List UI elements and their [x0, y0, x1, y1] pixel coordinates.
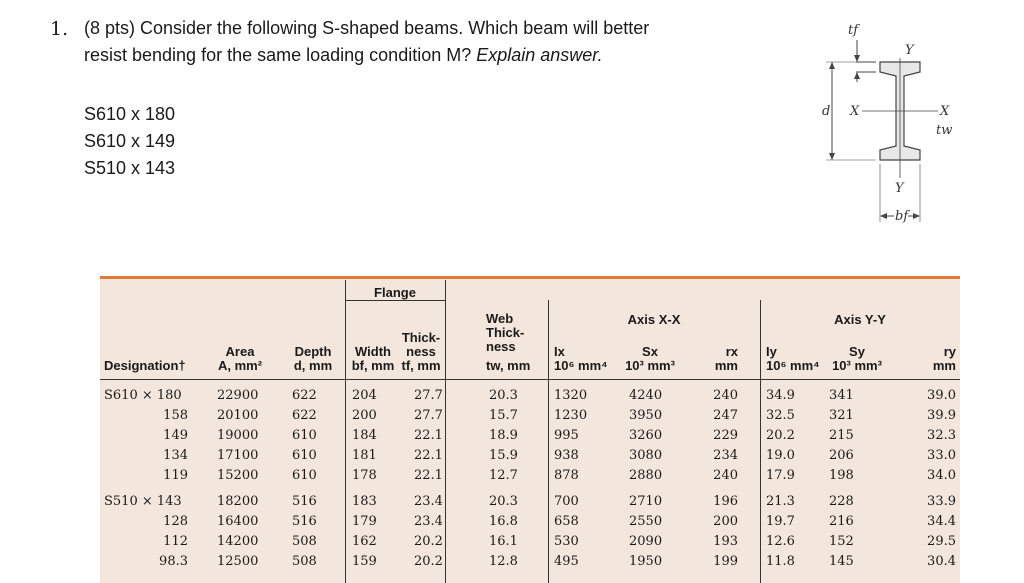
table-cell: 32.3 — [927, 428, 956, 443]
label-x-left: X — [850, 104, 860, 119]
col-thick-unit: tf, mm — [401, 358, 441, 373]
table-cell: 1950 — [629, 554, 663, 569]
col-width-unit: bf, mm — [351, 358, 395, 373]
table-cell: 199 — [713, 554, 738, 569]
col-rx: rx — [725, 344, 738, 359]
table-cell: 159 — [352, 554, 377, 569]
table-cell: 128 — [163, 514, 188, 529]
question-line-2-italic: Explain answer. — [476, 45, 603, 65]
table-cell: 228 — [829, 494, 854, 509]
table-cell: 32.5 — [766, 408, 795, 423]
question-number: 1. — [50, 18, 69, 40]
col-sx: Sx — [642, 344, 658, 359]
table-cell: 34.9 — [766, 388, 795, 403]
table-cell: 4240 — [629, 388, 663, 403]
table-cell: 22900 — [217, 388, 259, 403]
table-cell: 179 — [352, 514, 377, 529]
table-cell: 508 — [292, 534, 317, 549]
table-cell: 1230 — [554, 408, 588, 423]
col-depth: Depth — [294, 344, 332, 359]
table-cell: 622 — [292, 408, 317, 423]
table-cell: 16.1 — [489, 534, 518, 549]
label-y-top: Y — [905, 43, 914, 58]
col-sx-unit: 10³ mm³ — [625, 358, 675, 373]
table-cell: 530 — [554, 534, 579, 549]
table-cell: 16400 — [217, 514, 259, 529]
table-cell: 158 — [163, 408, 188, 423]
s-shape-properties-table — [100, 276, 960, 583]
table-cell: 30.4 — [927, 554, 956, 569]
s-beam-diagram — [810, 10, 960, 230]
label-d: d — [822, 104, 831, 119]
table-cell: 20.3 — [489, 388, 518, 403]
table-cell: 34.4 — [927, 514, 956, 529]
table-cell: 181 — [352, 448, 377, 463]
table-cell: 23.4 — [414, 514, 443, 529]
table-cell: 145 — [829, 554, 854, 569]
col-web-1: Web — [486, 311, 514, 326]
table-cell: 200 — [713, 514, 738, 529]
table-cell: 178 — [352, 468, 377, 483]
table-cell: 20.2 — [766, 428, 795, 443]
table-cell: 39.0 — [927, 388, 956, 403]
col-sy-unit: 10³ mm³ — [832, 358, 882, 373]
beam-option-1: S610 x 180 — [84, 104, 176, 124]
table-cell: 229 — [713, 428, 738, 443]
table-top-rule — [100, 276, 960, 279]
col-thick-2: ness — [406, 344, 436, 359]
label-x-right: X — [940, 104, 950, 119]
table-cell: 12.8 — [489, 554, 518, 569]
table-cell: 321 — [829, 408, 854, 423]
table-cell: 29.5 — [927, 534, 956, 549]
table-cell: 938 — [554, 448, 579, 463]
table-cell: 20.2 — [414, 534, 443, 549]
table-cell: 20100 — [217, 408, 259, 423]
table-cell: 2550 — [629, 514, 663, 529]
table-cell: 878 — [554, 468, 579, 483]
table-cell: 33.9 — [927, 494, 956, 509]
col-ry-unit: mm — [932, 358, 956, 373]
beam-option-2: S610 x 149 — [84, 131, 176, 151]
label-y-bottom: Y — [895, 181, 904, 196]
table-cell: 119 — [163, 468, 188, 483]
table-cell: 341 — [829, 388, 854, 403]
table-cell: S510 × 143 — [104, 494, 182, 509]
table-cell: 508 — [292, 554, 317, 569]
col-ix-unit: 10⁶ mm⁴ — [554, 358, 608, 373]
label-bf: bf — [895, 209, 909, 224]
table-cell: 3080 — [629, 448, 663, 463]
label-tf: tf — [848, 23, 859, 38]
table-cell: 15.7 — [489, 408, 518, 423]
table-cell: 658 — [554, 514, 579, 529]
table-cell: 112 — [163, 534, 188, 549]
table-cell: S610 × 180 — [104, 388, 182, 403]
col-area-unit: A, mm² — [217, 358, 263, 373]
table-cell: 15200 — [217, 468, 259, 483]
table-cell: 206 — [829, 448, 854, 463]
col-area: Area — [225, 344, 255, 359]
table-cell: 14200 — [217, 534, 259, 549]
table-cell: 2710 — [629, 494, 663, 509]
table-cell: 27.7 — [414, 408, 443, 423]
table-cell: 995 — [554, 428, 579, 443]
table-cell: 234 — [713, 448, 738, 463]
group-axis-yy: Axis Y-Y — [834, 312, 886, 327]
table-cell: 610 — [292, 468, 317, 483]
question-line-2-text: resist bending for the same loading condition M? — [84, 45, 477, 65]
table-cell: 516 — [292, 494, 317, 509]
table-cell: 3950 — [629, 408, 663, 423]
col-depth-unit: d, mm — [293, 358, 333, 373]
table-cell: 17100 — [217, 448, 259, 463]
col-web-unit: tw, mm — [486, 358, 531, 373]
table-cell: 495 — [554, 554, 579, 569]
question-line-1: (8 pts) Consider the following S-shaped beams. Which beam will better — [84, 18, 650, 38]
table-cell: 20.2 — [414, 554, 443, 569]
table-cell: 184 — [352, 428, 377, 443]
table-cell: 22.1 — [414, 468, 443, 483]
col-sy: Sy — [849, 344, 865, 359]
table-cell: 134 — [163, 448, 188, 463]
table-cell: 22.1 — [414, 448, 443, 463]
table-cell: 610 — [292, 448, 317, 463]
table-cell: 196 — [713, 494, 738, 509]
col-rx-unit: mm — [714, 358, 738, 373]
table-cell: 16.8 — [489, 514, 518, 529]
table-cell: 12500 — [217, 554, 259, 569]
table-cell: 516 — [292, 514, 317, 529]
table-cell: 34.0 — [927, 468, 956, 483]
table-cell: 198 — [829, 468, 854, 483]
table-cell: 19.7 — [766, 514, 795, 529]
table-cell: 11.8 — [766, 554, 795, 569]
table-cell: 240 — [713, 468, 738, 483]
table-cell: 18.9 — [489, 428, 518, 443]
table-cell: 20.3 — [489, 494, 518, 509]
table-cell: 200 — [352, 408, 377, 423]
table-cell: 215 — [829, 428, 854, 443]
col-ry: ry — [943, 344, 956, 359]
table-cell: 1320 — [554, 388, 588, 403]
col-iy-unit: 10⁶ mm⁴ — [766, 358, 820, 373]
table-cell: 204 — [352, 388, 377, 403]
col-iy: Iy — [766, 344, 777, 359]
beam-option-3: S510 x 143 — [84, 158, 176, 178]
col-thick-1: Thick- — [401, 330, 441, 345]
table-cell: 98.3 — [159, 554, 188, 569]
table-cell: 33.0 — [927, 448, 956, 463]
table-cell: 17.9 — [766, 468, 795, 483]
table-cell: 3260 — [629, 428, 663, 443]
table-cell: 19.0 — [766, 448, 795, 463]
table-cell: 22.1 — [414, 428, 443, 443]
table-cell: 21.3 — [766, 494, 795, 509]
table-cell: 12.7 — [489, 468, 518, 483]
table-cell: 193 — [713, 534, 738, 549]
col-web-3: ness — [486, 339, 516, 354]
table-cell: 162 — [352, 534, 377, 549]
col-width: Width — [355, 344, 391, 359]
table-cell: 610 — [292, 428, 317, 443]
table-cell: 183 — [352, 494, 377, 509]
table-cell: 12.6 — [766, 534, 795, 549]
table-cell: 19000 — [217, 428, 259, 443]
table-cell: 18200 — [217, 494, 259, 509]
table-cell: 2090 — [629, 534, 663, 549]
table-cell: 700 — [554, 494, 579, 509]
s-beam-cross-section-figure — [810, 10, 960, 230]
table-cell: 39.9 — [927, 408, 956, 423]
group-axis-xx: Axis X-X — [627, 312, 681, 327]
table-cell: 622 — [292, 388, 317, 403]
table-cell: 149 — [163, 428, 188, 443]
table-cell: 27.7 — [414, 388, 443, 403]
col-web-2: Thick- — [486, 325, 525, 340]
table-cell: 2880 — [629, 468, 663, 483]
table-cell: 15.9 — [489, 448, 518, 463]
label-tw: tw — [936, 123, 953, 138]
col-designation: Designation† — [104, 358, 186, 373]
question-line-2 — [84, 45, 603, 66]
group-flange: Flange — [374, 285, 416, 300]
table-cell: 247 — [713, 408, 738, 423]
table-cell: 216 — [829, 514, 854, 529]
table-cell: 240 — [713, 388, 738, 403]
col-ix: Ix — [554, 344, 565, 359]
table-cell: 152 — [829, 534, 854, 549]
table-cell: 23.4 — [414, 494, 443, 509]
